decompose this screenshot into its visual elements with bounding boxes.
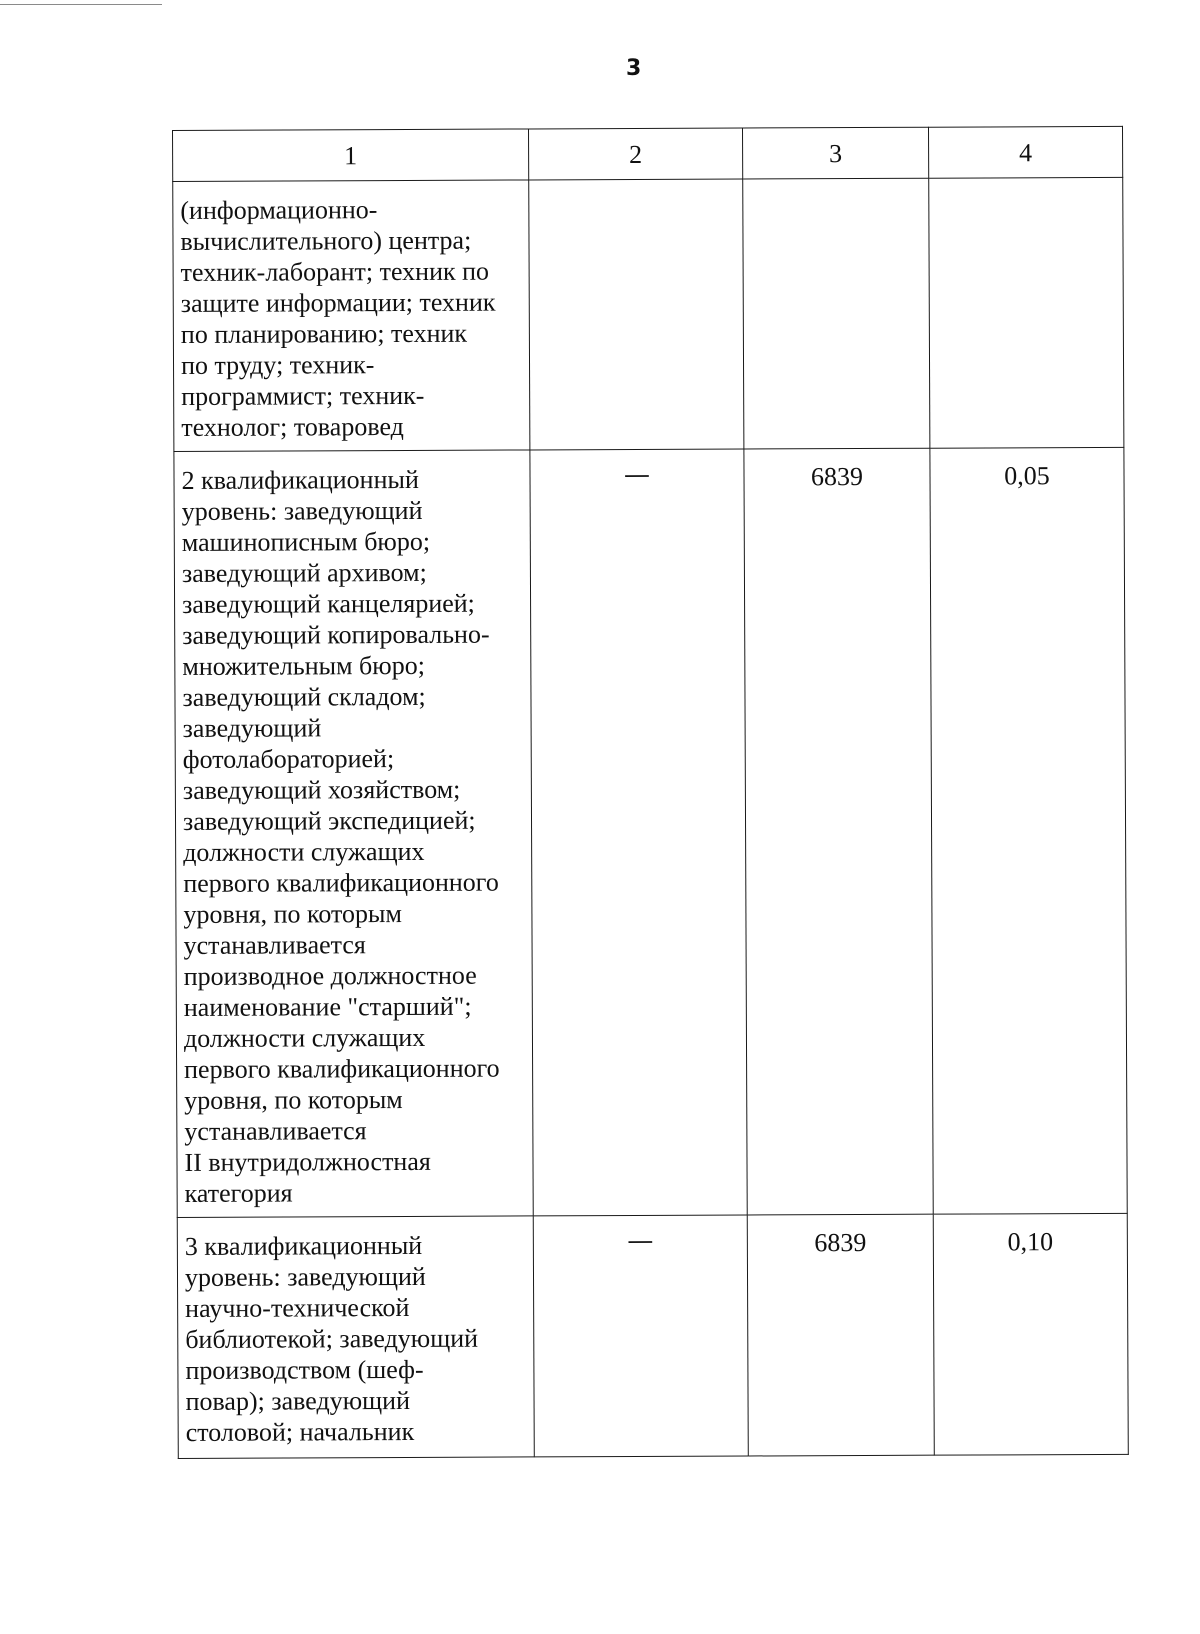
position-line: устанавливается	[183, 930, 366, 960]
position-line: (информационно-	[180, 195, 378, 225]
position-line: уровня, по которым	[183, 899, 402, 929]
position-cell	[173, 180, 530, 452]
position-line: заведующий складом;	[182, 681, 426, 712]
position-line: заведующий архивом;	[181, 557, 427, 588]
table-row	[174, 447, 1127, 1217]
column-2-cell	[529, 179, 744, 450]
position-line: множительным бюро;	[182, 650, 425, 681]
position-line: по планированию; техник	[180, 318, 468, 349]
header-cell-4: 4	[928, 126, 1122, 178]
position-line: уровень: заведующий	[184, 1261, 426, 1292]
position-line: должности служащих	[183, 1022, 426, 1053]
table-row	[177, 1213, 1128, 1458]
table-header-row	[173, 126, 1123, 181]
header-cell-3: 3	[742, 127, 928, 179]
position-line: производное должностное	[183, 960, 477, 991]
position-line: техник-лаборант; техник по	[180, 256, 490, 287]
position-line: первого квалификационного	[183, 867, 499, 898]
position-line: категория	[184, 1178, 293, 1208]
position-line: заведующий канцелярией;	[182, 588, 475, 619]
scan-corner-mark	[0, 0, 162, 5]
column-4-cell	[929, 177, 1124, 448]
column-2-cell: —	[530, 449, 747, 1216]
position-line: устанавливается	[184, 1116, 367, 1146]
position-line: должности служащих	[183, 836, 425, 867]
column-3-cell	[743, 178, 930, 449]
position-line: защите информации; техник	[180, 287, 496, 318]
position-line: заведующий копировально-	[182, 619, 490, 650]
position-line: наименование "старший";	[183, 991, 472, 1022]
position-line: II внутридолжностная	[184, 1146, 431, 1177]
position-line: технолог; товаровед	[181, 411, 404, 442]
position-line: заведующий хозяйством;	[182, 774, 461, 805]
header-cell-2: 2	[528, 128, 742, 180]
position-line: фотолабораторией;	[182, 744, 395, 774]
column-3-cell: 6839	[747, 1214, 934, 1456]
position-line: столовой; начальник	[185, 1416, 415, 1447]
position-line: 2 квалификационный	[181, 464, 419, 495]
position-line: научно-технической	[185, 1292, 410, 1323]
position-line: уровень: заведующий	[181, 495, 423, 526]
position-line: производством (шеф-	[185, 1354, 424, 1385]
column-2-cell: —	[533, 1215, 748, 1457]
position-cell	[177, 1216, 534, 1459]
position-line: первого квалификационного	[184, 1053, 500, 1084]
position-line: библиотекой; заведующий	[185, 1323, 479, 1354]
header-cell-1: 1	[173, 129, 529, 182]
salary-table	[172, 126, 1129, 1459]
position-line: по труду; техник-	[180, 350, 375, 380]
position-line: заведующий экспедицией;	[182, 805, 476, 836]
position-line: заведующий	[182, 713, 322, 743]
position-cell	[174, 450, 533, 1218]
column-3-cell: 6839	[744, 448, 933, 1215]
page-number: 3	[626, 56, 642, 81]
position-line: уровня, по которым	[184, 1085, 403, 1115]
column-4-cell: 0,10	[933, 1213, 1128, 1455]
position-line: программист; техник-	[181, 380, 425, 411]
position-line: машинописным бюро;	[181, 526, 431, 557]
position-line: 3 квалификационный	[184, 1230, 423, 1261]
column-4-cell: 0,05	[930, 447, 1127, 1214]
position-line: повар); заведующий	[185, 1385, 411, 1416]
table-row	[173, 177, 1124, 451]
position-line: вычислительного) центра;	[180, 225, 472, 256]
